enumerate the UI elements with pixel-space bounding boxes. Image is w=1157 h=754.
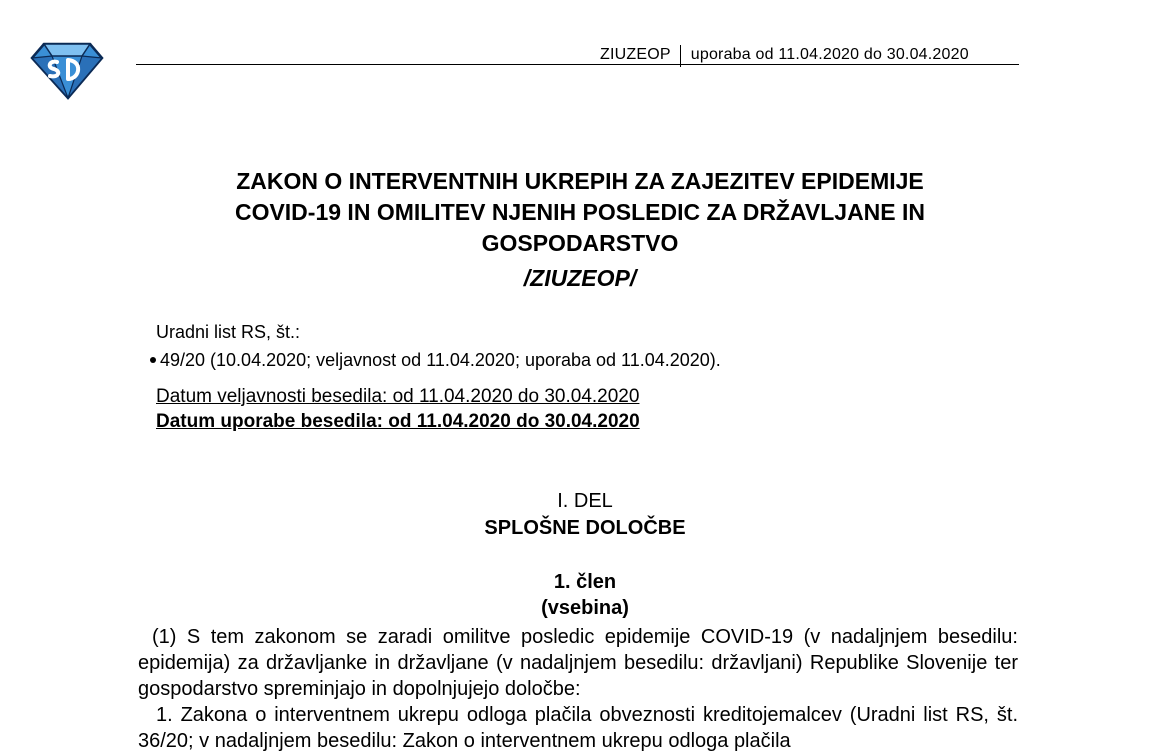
- article-subject: (vsebina): [541, 597, 629, 619]
- part-heading: [140, 488, 1030, 542]
- official-gazette-block: [156, 318, 721, 374]
- text-dates: [156, 384, 640, 434]
- part-number: I. DEL: [557, 490, 613, 512]
- list-item-1: 1. Zakona o interventnem ukrepu odloga plačila obveznosti kreditojemalcev (Uradni list RS, št. 36/20; v nadaljnjem besedilu: Zakon o interventnem ukrepu odloga plačila: [138, 704, 1018, 752]
- bullet-icon: [150, 357, 156, 363]
- sd-logo-icon: [30, 40, 104, 100]
- title-abbreviation: /ZIUZEOP/: [523, 265, 637, 291]
- article-number: 1. člen: [553, 571, 617, 593]
- header-abbreviation: ZIUZEOP: [600, 46, 671, 63]
- header-rule: [136, 64, 1019, 65]
- article-heading: [140, 569, 1030, 621]
- header-validity-note: uporaba od 11.04.2020 do 30.04.2020: [690, 46, 969, 63]
- gazette-label: Uradni list RS, št.:: [156, 322, 301, 342]
- title-line-3: GOSPODARSTVO: [481, 230, 679, 256]
- gazette-entry-link[interactable]: 49/20 (10.04.2020; veljavnost od 11.04.2020; uporaba od 11.04.2020).: [160, 350, 721, 370]
- running-header: [600, 44, 969, 66]
- validity-date: Datum veljavnosti besedila: od 11.04.2020 do 30.04.2020: [156, 386, 640, 407]
- title-line-2: COVID-19 IN OMILITEV NJENIH POSLEDIC ZA DRŽAVLJANE IN: [234, 199, 926, 225]
- title-line-1: ZAKON O INTERVENTNIH UKREPIH ZA ZAJEZITEV EPIDEMIJE: [236, 168, 924, 194]
- gazette-entry: [156, 346, 721, 374]
- law-title: [140, 166, 1020, 294]
- paragraph-1: (1) S tem zakonom se zaradi omilitve posledic epidemije COVID-19 (v nadaljnjem besedilu: epidemija) za državljanke in državljane (v nadaljnjem besedilu: državljani) Republike Slovenije ter gospodarstvo spreminjajo in dopolnjujejo določbe:: [138, 626, 1018, 700]
- part-name: SPLOŠNE DOLOČBE: [484, 517, 686, 539]
- application-date: Datum uporabe besedila: od 11.04.2020 do 30.04.2020: [156, 411, 640, 432]
- article-body: [138, 624, 1018, 754]
